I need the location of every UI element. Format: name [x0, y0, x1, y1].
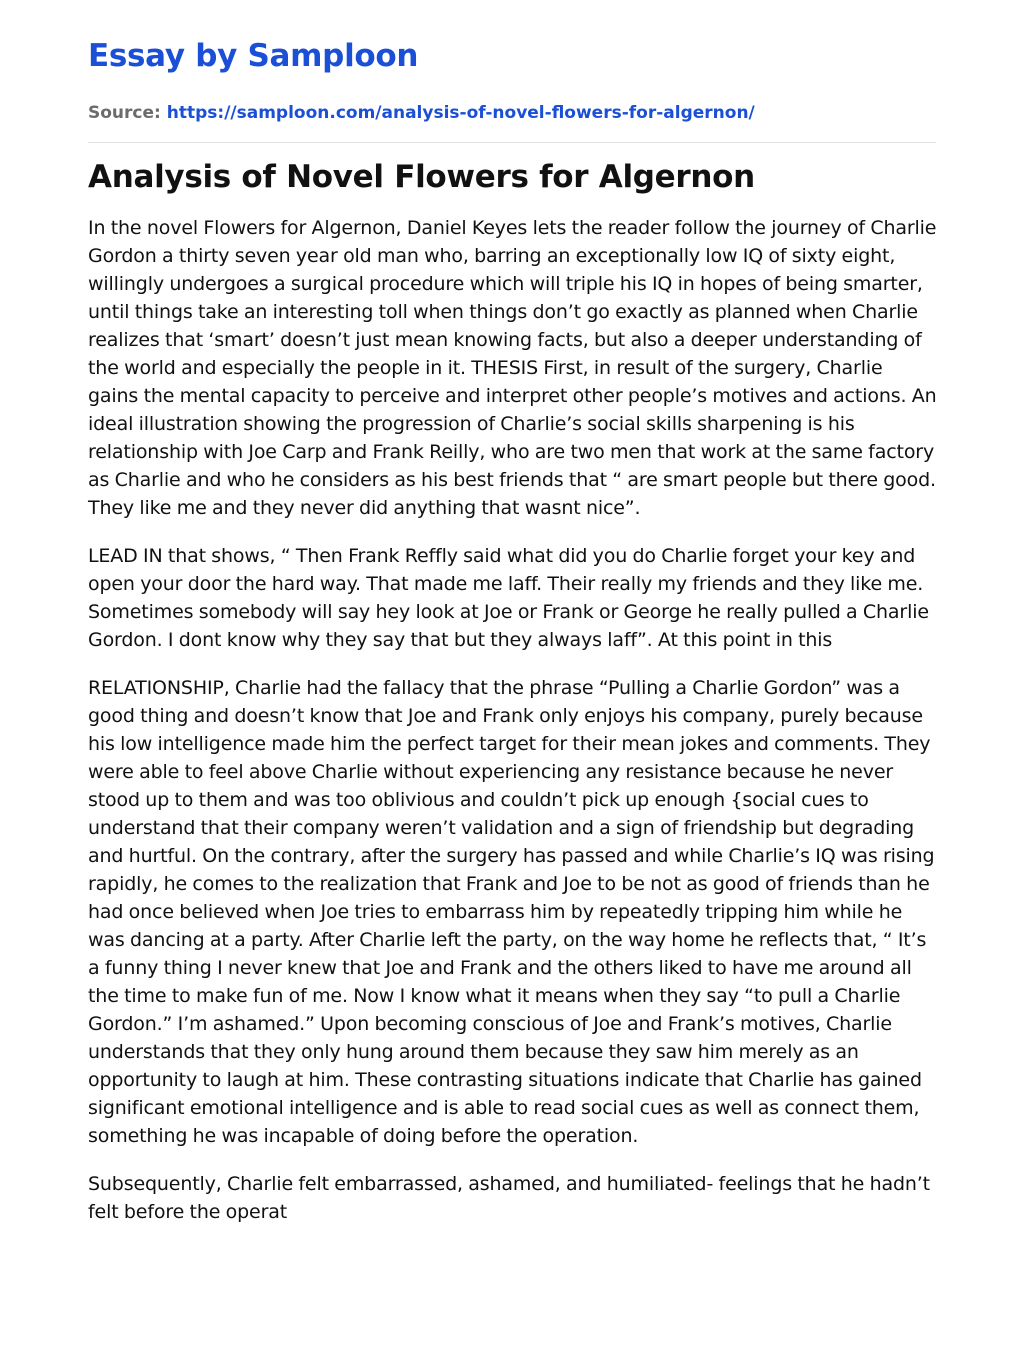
header-divider — [88, 142, 936, 143]
essay-page — [88, 0, 938, 1246]
site-brand[interactable]: Essay by Samploon — [88, 38, 419, 74]
essay-body — [88, 214, 938, 1226]
source-label: Source: — [88, 103, 161, 123]
source-line — [88, 102, 938, 124]
essay-paragraph: Subsequently, Charlie felt embarrassed, ashamed, and humiliated- feelings that he hadn’t felt before the operat — [88, 1173, 930, 1223]
essay-paragraph: In the novel Flowers for Algernon, Daniel Keyes lets the reader follow the journey of Charlie Gordon a thirty seven year old man who, barring an exceptionally low IQ of sixty eight, willingly undergoes a surgical procedure which will triple his IQ in hopes of being smarter, until things take an interesting toll when things don’t go exactly as planned when Charlie realizes that ‘smart’ doesn’t just mean knowing facts, but also a deeper understanding of the world and especially the people in it. THESIS First, in result of the surgery, Charlie gains the mental capacity to perceive and interpret other people’s motives and actions. An ideal illustration showing the progression of Charlie’s social skills sharpening is his relationship with Joe Carp and Frank Reilly, who are two men that work at the same factory as Charlie and who he considers as his best friends that “ are smart people but there good. They like me and they never did anything that wasnt nice”. — [88, 217, 937, 519]
source-link[interactable]: https://samploon.com/analysis-of-novel-flowers-for-algernon/ — [166, 103, 755, 123]
essay-title: Analysis of Novel Flowers for Algernon — [88, 159, 755, 195]
essay-paragraph: LEAD IN that shows, “ Then Frank Reffly said what did you do Charlie forget your key and open your door the hard way. That made me laff. Their really my friends and they like me. Sometimes somebody will say hey look at Joe or Frank or George he really pulled a Charlie Gordon. I dont know why they say that but they always laff”. At this point in this — [88, 545, 929, 651]
essay-paragraph: RELATIONSHIP, Charlie had the fallacy that the phrase “Pulling a Charlie Gordon” was a good thing and doesn’t know that Joe and Frank only enjoys his company, purely because his low intelligence made him the perfect target for their mean jokes and comments. They were able to feel above Charlie without experiencing any resistance because he never stood up to them and was too oblivious and couldn’t pick up enough {social cues to understand that their company weren’t validation and a sign of friendship but degrading and hurtful. On the contrary, after the surgery has passed and while Charlie’s IQ was rising rapidly, he comes to the realization that Frank and Joe to be not as good of friends than he had once believed when Joe tries to embarrass him by repeatedly tripping him while he was dancing at a party. After Charlie left the party, on the way home he reflects that, “ It’s a funny thing I never knew that Joe and Frank and the others liked to have me around all the time to make fun of me. Now I know what it means when they say “to pull a Charlie Gordon.” I’m ashamed.” Upon becoming conscious of Joe and Frank’s motives, Charlie understands that they only hung around them because they saw him merely as an opportunity to laugh at him. These contrasting situations indicate that Charlie has gained significant emotional intelligence and is able to read social cues as well as connect them, something he was incapable of doing before the operation. — [88, 677, 935, 1147]
